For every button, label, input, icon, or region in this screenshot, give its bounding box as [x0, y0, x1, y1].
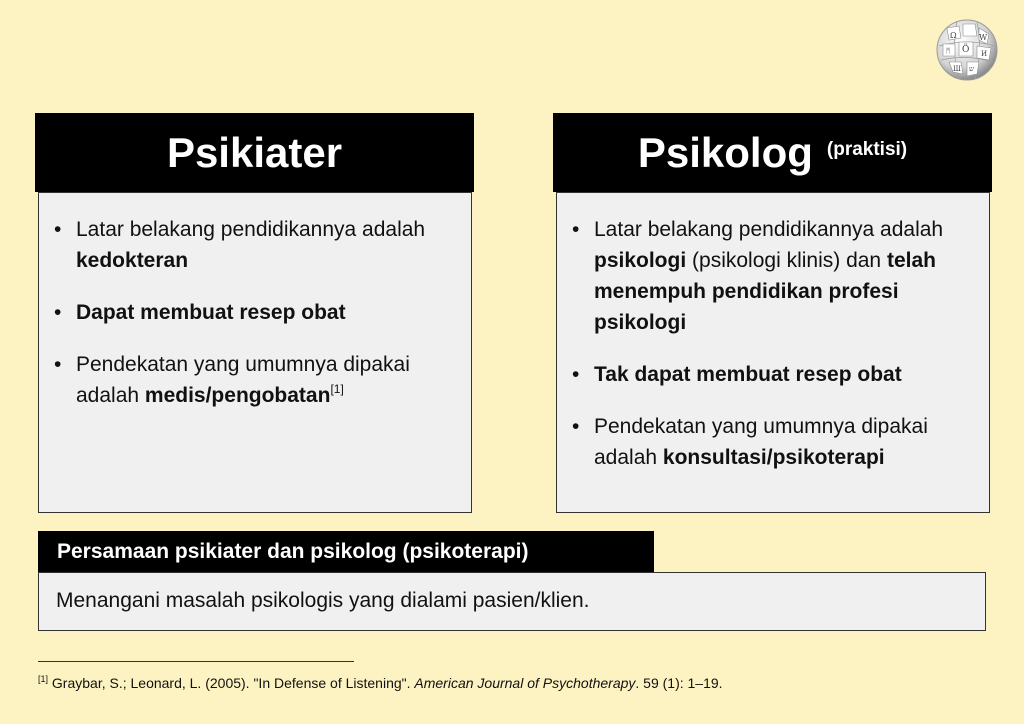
citation-ref: [1] [330, 382, 344, 396]
svg-text:И: И [981, 50, 988, 58]
footnote-divider [38, 661, 354, 662]
similarity-header: Persamaan psikiater dan psikolog (psikoterapi) [38, 531, 654, 573]
svg-text:Ӧ: Ӧ [962, 45, 970, 55]
footnote-marker: [1] [38, 674, 49, 684]
list-item: • Pendekatan yang umumnya dipakai adalah medis/pengobatan[1] [39, 349, 471, 411]
list-item: • Tak dapat membuat resep obat [557, 359, 989, 390]
footnote-details: . 59 (1): 1–19. [635, 675, 723, 691]
list-item: • Latar belakang pendidikannya adalah psikologi (psikologi klinis) dan telah menempuh pendidikan profesi psikologi [557, 214, 989, 338]
psikiater-header [35, 113, 474, 192]
svg-text:ᛗ: ᛗ [946, 47, 951, 55]
svg-text:Ш: Ш [953, 65, 961, 73]
similarity-text: Menangani masalah psikologis yang dialami pasien/klien. [56, 589, 590, 612]
psikiater-points [39, 214, 471, 411]
psikolog-header [553, 113, 992, 192]
svg-text:W: W [979, 33, 988, 42]
footnote-authors: Graybar, S.; Leonard, L. (2005). "In Defense of Listening". [48, 675, 415, 691]
psikiater-box [38, 192, 472, 513]
psikolog-title: Psikolog [637, 128, 813, 176]
list-item: • Latar belakang pendidikannya adalah kedokteran [39, 214, 471, 276]
wikipedia-globe-icon [935, 18, 999, 82]
svg-text:ש: ש [969, 65, 974, 73]
psikiater-title: Psikiater [166, 128, 343, 176]
footnote [38, 675, 723, 691]
similarity-box [38, 572, 986, 631]
psikolog-subtitle: (praktisi) [826, 138, 908, 160]
svg-text:Ω: Ω [950, 31, 957, 40]
list-item: • Pendekatan yang umumnya dipakai adalah konsultasi/psikoterapi [557, 411, 989, 473]
psikolog-box [556, 192, 990, 513]
list-item: • Dapat membuat resep obat [39, 297, 471, 328]
footnote-journal: American Journal of Psychotherapy [414, 675, 636, 691]
psikolog-points [557, 214, 989, 473]
